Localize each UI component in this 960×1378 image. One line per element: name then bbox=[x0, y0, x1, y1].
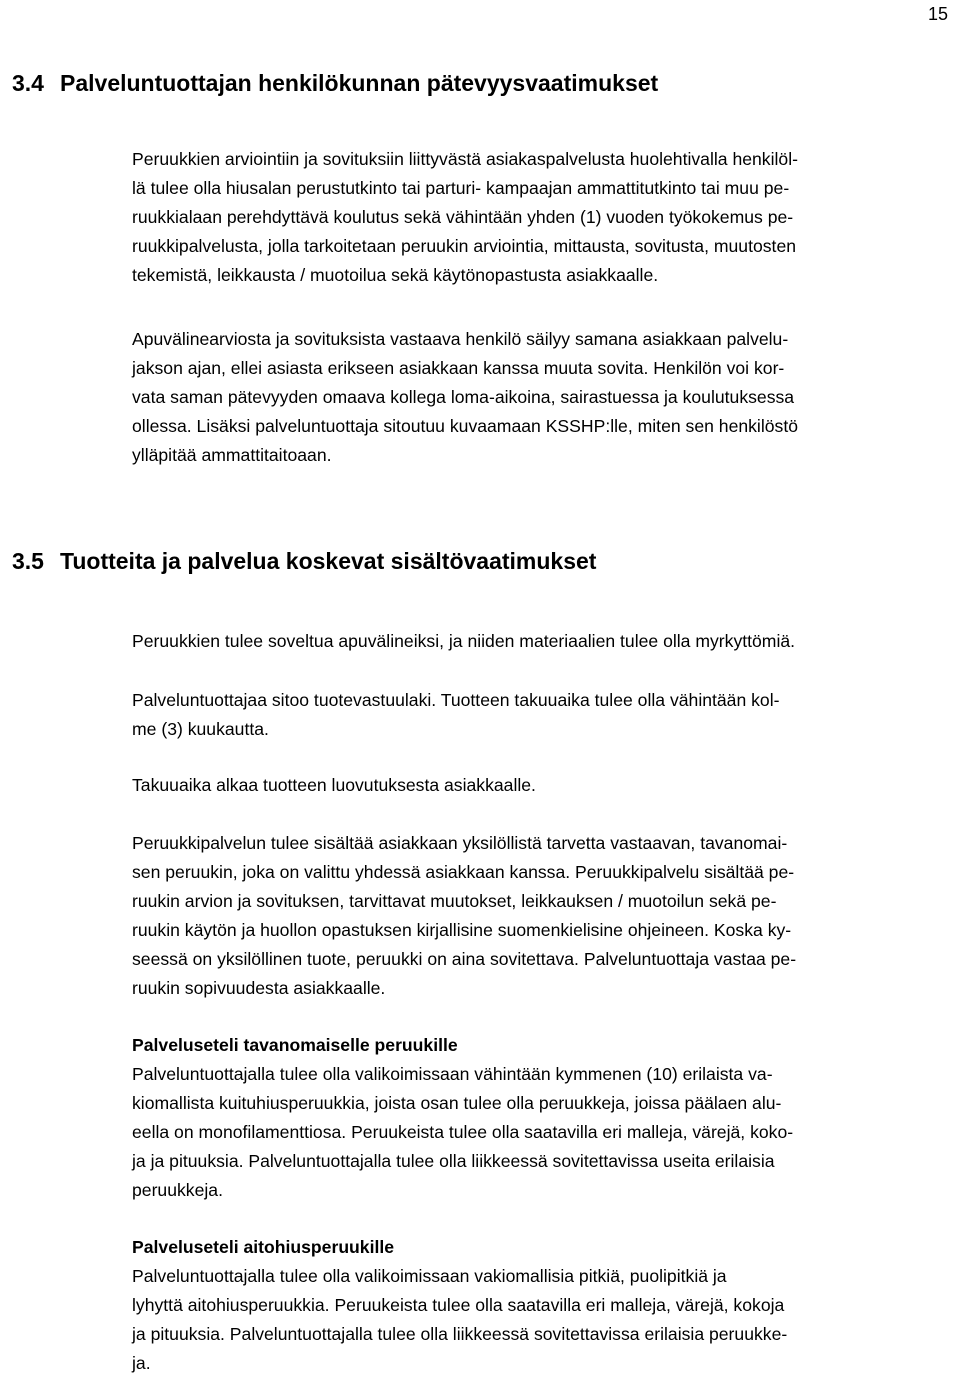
text-line: ruukkipalvelusta, jolla tarkoitetaan peruukin arviointia, mittausta, sovitusta, muutosten bbox=[132, 236, 797, 256]
subheading-real-hair-wig-voucher: Palveluseteli aitohiusperuukille bbox=[132, 1237, 395, 1257]
text-line: ruukkialaan perehdyttävä koulutus sekä vähintään yhden (1) vuoden työkokemus pe- bbox=[132, 207, 794, 227]
text-line: sen peruukin, joka on valittu yhdessä asiakkaan kanssa. Peruukkipalvelu sisältää pe- bbox=[132, 862, 795, 882]
section-3-5-title: Tuotteita ja palvelua koskevat sisältövaatimukset bbox=[60, 548, 597, 574]
text-line: jakson ajan, ellei asiasta erikseen asiakkaan kanssa muuta sovita. Henkilön voi kor- bbox=[132, 358, 785, 378]
text-line: lyhyttä aitohiusperuukkia. Peruukeista tulee olla saatavilla eri malleja, värejä, kokoja bbox=[132, 1295, 785, 1315]
text-line: ja ja pituuksia. Palveluntuottajalla tulee olla liikkeessä sovitettavissa useita erilaisia bbox=[132, 1151, 775, 1171]
text-line: me (3) kuukautta. bbox=[132, 719, 269, 739]
paragraph-voucher-real-hair-wig bbox=[132, 1233, 960, 1378]
subheading-standard-wig-voucher: Palveluseteli tavanomaiselle peruukille bbox=[132, 1035, 458, 1055]
paragraph-product-liability bbox=[132, 686, 960, 744]
text-line: ja. bbox=[132, 1353, 151, 1373]
text-line: Palveluntuottajalla tulee olla valikoimissaan vähintään kymmenen (10) erilaista va- bbox=[132, 1064, 773, 1084]
text-line: tekemistä, leikkausta / muotoilua sekä käytönopastusta asiakkaalle. bbox=[132, 265, 659, 285]
paragraph-responsible-person bbox=[132, 325, 960, 470]
paragraph-material-requirements bbox=[132, 627, 960, 656]
text-line: ruukin arvion ja sovituksen, tarvittavat muutokset, leikkauksen / muotoilun sekä pe- bbox=[132, 891, 777, 911]
section-3-4-title: Palveluntuottajan henkilökunnan pätevyysvaatimukset bbox=[60, 70, 659, 96]
paragraph-wig-service-content bbox=[132, 829, 960, 1003]
paragraph-warranty-start bbox=[132, 771, 960, 800]
text-line: kiomallista kuituhiusperuukkia, joista osan tulee olla peruukkeja, joissa päälaen alu- bbox=[132, 1093, 782, 1113]
text-line: Palveluntuottajalla tulee olla valikoimissaan vakiomallisia pitkiä, puolipitkiä ja bbox=[132, 1266, 727, 1286]
text-line: seessä on yksilöllinen tuote, peruukki on aina sovitettava. Palveluntuottaja vastaa pe- bbox=[132, 949, 797, 969]
text-line: lä tulee olla hiusalan perustutkinto tai parturi- kampaajan ammattitutkinto tai muu pe- bbox=[132, 178, 790, 198]
page-number: 15 bbox=[927, 4, 948, 24]
paragraph-qualification-requirements bbox=[132, 145, 960, 290]
text-line: Peruukkien tulee soveltua apuvälineiksi, ja niiden materiaalien tulee olla myrkyttömiä. bbox=[132, 631, 796, 651]
text-line: eella on monofilamenttiosa. Peruukeista tulee olla saatavilla eri malleja, värejä, koko- bbox=[132, 1122, 794, 1142]
text-line: ruukin sopivuudesta asiakkaalle. bbox=[132, 978, 386, 998]
text-line: Peruukkipalvelun tulee sisältää asiakkaan yksilöllistä tarvetta vastaavan, tavanomai- bbox=[132, 833, 788, 853]
text-line: ollessa. Lisäksi palveluntuottaja sitoutuu kuvaamaan KSSHP:lle, miten sen henkilöstö bbox=[132, 416, 799, 436]
text-line: vata saman pätevyyden omaava kollega loma-aikoina, sairastuessa ja koulutuksessa bbox=[132, 387, 795, 407]
section-3-4-heading bbox=[12, 68, 658, 98]
text-line: ja pituuksia. Palveluntuottajalla tulee olla liikkeessä sovitettavissa erilaisia peruukke- bbox=[132, 1324, 788, 1344]
text-line: ylläpitää ammattitaitoaan. bbox=[132, 445, 332, 465]
text-line: Peruukkien arviointiin ja sovituksiin liittyvästä asiakaspalvelusta huolehtivalla henkilöl- bbox=[132, 149, 798, 169]
section-3-5-number: 3.5 bbox=[12, 548, 44, 574]
section-3-4-number: 3.4 bbox=[12, 70, 44, 96]
text-line: Takuuaika alkaa tuotteen luovutuksesta asiakkaalle. bbox=[132, 775, 536, 795]
section-3-5-heading bbox=[12, 546, 596, 576]
text-line: peruukkeja. bbox=[132, 1180, 223, 1200]
text-line: Apuvälinearviosta ja sovituksista vastaava henkilö säilyy samana asiakkaan palvelu- bbox=[132, 329, 789, 349]
paragraph-voucher-standard-wig bbox=[132, 1031, 960, 1205]
text-line: ruukin käytön ja huollon opastuksen kirjallisine suomenkielisine ohjeineen. Koska ky- bbox=[132, 920, 792, 940]
text-line: Palveluntuottajaa sitoo tuotevastuulaki. Tuotteen takuuaika tulee olla vähintään kol- bbox=[132, 690, 780, 710]
